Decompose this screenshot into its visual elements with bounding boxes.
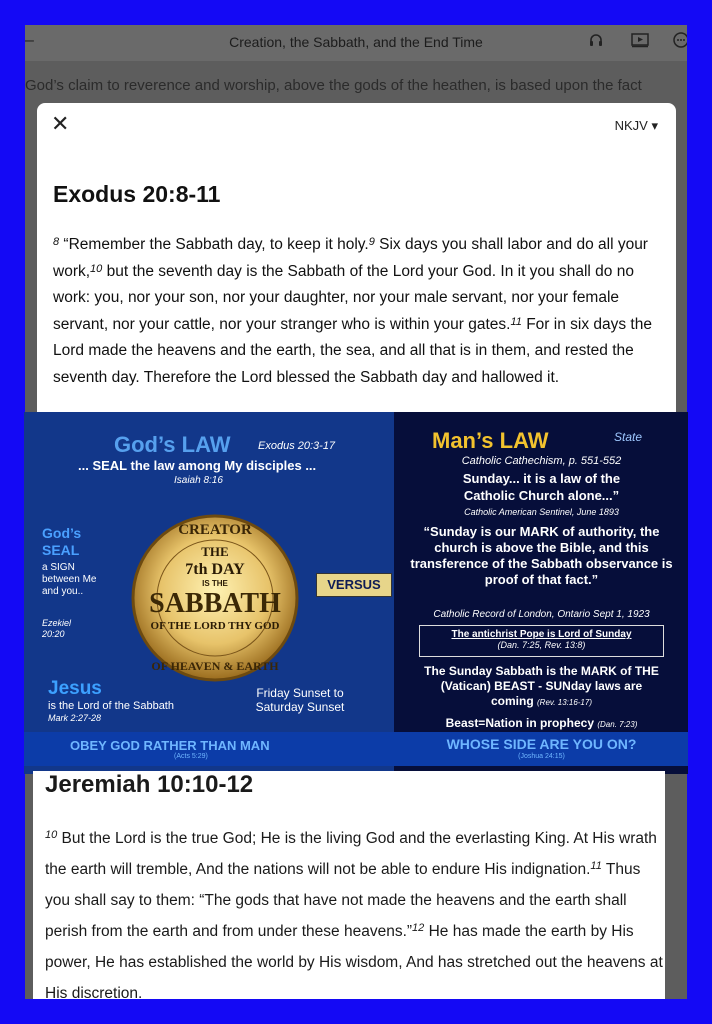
video-icon[interactable]	[631, 32, 649, 53]
joshua-ref: (Joshua 24:15)	[518, 753, 565, 760]
jesus-label: Jesus	[48, 678, 102, 699]
medal-7th-day: 7th DAY	[185, 561, 245, 578]
headphones-icon[interactable]	[588, 32, 604, 53]
verse-span: He has made the earth by His power, He has established the world by His wisdom, And has stretched out the heavens at His discretion.	[45, 923, 663, 1002]
jeremiah-passage	[33, 771, 665, 1002]
catechism-ref: Catholic Cathechism, p. 551-552	[461, 455, 622, 467]
verse-number: 12	[412, 922, 425, 934]
version-selector[interactable]: NKJV ▾	[614, 118, 658, 133]
sunday-sabbath-span: The Sunday Sabbath is the MARK of THE (Vatican) BEAST - SUNday laws are coming	[424, 664, 659, 708]
verse-popup	[37, 103, 676, 413]
medal-heaven: OF HEAVEN & EARTH	[151, 659, 279, 673]
ezekiel-ref: Ezekiel 20:20	[42, 618, 72, 639]
sentinel-ref: Catholic American Sentinel, June 1893	[464, 507, 619, 517]
verse-number: 8	[53, 236, 60, 248]
back-icon[interactable]: –	[25, 32, 34, 49]
gods-seal-label: God’s SEAL	[42, 525, 82, 558]
mark-ref: Mark 2:27-28	[48, 713, 102, 723]
medal-is-the: IS THE	[202, 579, 228, 588]
verse-span: Thus you shall say to them: “The gods that have not made the heavens and the earth shall perish from the earth and from under these heavens.”	[45, 861, 641, 940]
verse-heading: Exodus 20:8-11	[53, 181, 221, 207]
verse-number: 9	[368, 236, 375, 248]
verse-number: 11	[590, 860, 602, 872]
seal-line: ... SEAL the law among My disciples ...	[78, 458, 317, 473]
medal-sabbath: SABBATH	[149, 588, 281, 619]
beast-nation-text	[399, 716, 684, 730]
jeremiah-text	[45, 823, 667, 1009]
verse-number: 10	[45, 829, 58, 841]
mans-law-title: Man’s LAW	[432, 428, 549, 453]
medal-the: THE	[201, 544, 229, 559]
gods-law-title: God’s LAW	[114, 432, 231, 457]
antichrist-box	[419, 625, 664, 657]
acts-ref: (Acts 5:29)	[174, 753, 208, 760]
sunday-sabbath-text	[399, 664, 684, 710]
sabbath-medal	[116, 512, 314, 682]
sabbath-hours: Friday Sunset to Saturday Sunset	[255, 686, 345, 714]
jeremiah-heading: Jeremiah 10:10-12	[45, 771, 254, 798]
sabbath-banner-image	[24, 412, 688, 774]
medal-creator: CREATOR	[178, 522, 252, 538]
verse-text	[53, 232, 663, 391]
verse-number: 11	[510, 315, 522, 328]
background-paragraph: God’s claim to reverence and worship, above the gods of the heathen, is based upon the fact	[25, 77, 642, 94]
sunday-law-quote: Sunday... it is a law of the Catholic Church alone...”	[462, 471, 621, 503]
verse-span: “Remember the Sabbath day, to keep it holy.	[59, 236, 369, 253]
beast-span: Beast=Nation in prophecy	[445, 716, 594, 730]
isaiah-ref: Isaiah 8:16	[174, 475, 223, 486]
versus-label: VERSUS	[316, 573, 392, 597]
top-bar	[25, 25, 687, 61]
close-icon[interactable]: ✕	[51, 111, 70, 136]
jesus-sub: is the Lord of the Sabbath	[48, 700, 174, 712]
medal-lord: OF THE LORD THY GOD	[150, 620, 280, 632]
mark-quote: “Sunday is our MARK of authority, the church is above the Bible, and this transference of the Sabbath observance is proof of that fact.”	[410, 524, 673, 587]
dan-ref: (Dan. 7:25, Rev. 13:8)	[497, 640, 586, 650]
obey-text: OBEY GOD RATHER THAN MAN	[70, 738, 270, 753]
verse-span: but the seventh day is the Sabbath of the Lord your God. In it you shall do no work: you, nor your son, nor your daughter, nor your male servant, nor your female servant, nor your cattle, nor your stranger who is within your gates.	[53, 262, 634, 333]
verse-span: Six days you shall labor and do all your work,	[53, 236, 648, 280]
rev-ref: (Rev. 13:16-17)	[537, 698, 592, 707]
verse-span: For in six days the Lord made the heavens and the earth, the sea, and all that is in them, and rested the seventh day. Therefore the Lord blessed the Sabbath day and hallowed it.	[53, 315, 652, 386]
state-label: State	[614, 430, 643, 444]
verse-span: But the Lord is the true God; He is the living God and the everlasting King. At His wrath the earth will tremble, And the nations will not be able to endure His indignation.	[45, 830, 657, 878]
dan2-ref: (Dan. 7:23)	[597, 720, 638, 729]
more-icon[interactable]	[673, 32, 687, 53]
page-title: Creation, the Sabbath, and the End Time	[229, 34, 483, 50]
whose-side-text: WHOSE SIDE ARE YOU ON?	[446, 736, 637, 752]
antichrist-text: The antichrist Pope is Lord of Sunday	[451, 629, 632, 640]
gods-law-ref: Exodus 20:3-17	[258, 440, 336, 452]
verse-number: 10	[90, 262, 103, 275]
sign-text: a SIGN between Me and you..	[42, 562, 97, 597]
record-ref: Catholic Record of London, Ontario Sept 1, 1923	[433, 609, 650, 620]
